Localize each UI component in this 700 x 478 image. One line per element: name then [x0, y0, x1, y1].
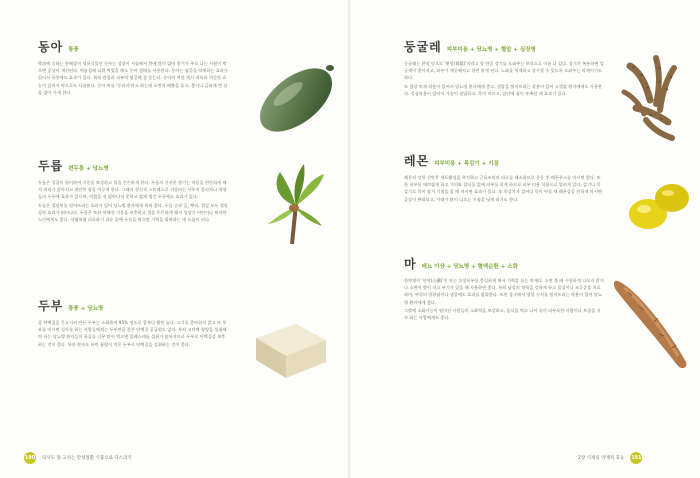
section-title: 동아: [38, 40, 64, 54]
paragraph: 두릅은 혈당치를 떨어뜨리는 효과가 있어 당뇨병 환자에게 특히 좋다. 두릅 순과 잎, 뿌리, 껍질 모두 혈당 강하 효과가 뛰어나다. 두릅은 또한 약해진 기운을 보충하고 혈을 튼튼하게 해서 성장기 어린이나 허약한 노인에게도 좋다. 낙엽처럼 피로하기 쉬운 몸에 두릅을 먹으면 기력을 회복하는 데 도움이 된다.: [38, 202, 228, 223]
section-lemon: [404, 152, 604, 204]
section-benefit: 피부미용 + 당뇨병 + 혈압 + 심장병: [446, 47, 536, 53]
section-title: 두부: [38, 299, 64, 313]
paragraph: 레몬의 강한 신맛은 세포활성을 촉진하고 근육조직의 피로를 해소하므로 운동 후 레몬주스를 마시면 좋다. 또한 피부를 매끄럽게 하고 기미와 잡티를 없애 피부를 희게 하므로 피부 미용 식품으로 알려져 있다. 감기나 목감기로 목이 잠겨 기침을 할 때 마시면 효과가 있다. 또 목감기가 일어나 목이 아플 때 레몬즙을 진하게 마시면 증상이 완화되고, 가래가 많이 나오는 기침을 낫게 하기도 한다.: [404, 175, 602, 202]
section-benefit: 통풍 + 당뇨병: [68, 306, 104, 312]
paragraph: 또 혈당 억제 작용이 있어서 당뇨병 환자에게 좋고, 혈압을 떨어뜨리는 작용이 있어 고혈압 환자에게도 사용한다. 강심작용이 있어서 가슴이 답답하고, 목이 마르고, 입안에 침이 부족할 때 효과가 있다.: [404, 83, 602, 96]
section-title: 두릅: [38, 159, 64, 173]
section-body: [404, 174, 604, 203]
paragraph: 그밖에 소화기능이 떨어진 사람들의 소화력을 보강하고, 음식을 먹고 나서 속이 더부룩한 사람이나 트림을 자주 하는 사람에게도 좋다.: [404, 307, 601, 321]
solomons-seal-root-image: [616, 48, 692, 144]
section-dureup: [38, 157, 228, 224]
paragraph: 박과에 속하는 한해살이 덩굴식물인 동아는 성장이 서늘해서 봄에 많이 얇아 좋기가 주로 나는 시원이 먹으면 증상이 개선된다. 여름철에 더위 먹었을 때도 동아 열매를 사용한다. 동아는 염증을 억제하는 효과가 있어서 통풍에도 효과가 있다. 특히 관절과 피부의 염증에 잘 듣는다. 동아의 씨앗 역시 과육과 비슷한 효능이 있어서 약으로도 사용된다. 동아 씨를 '동과자'라고 하는데 소변의 배출을 돕고, 붓기나 급하게 찐 살을 잡아 가게 한다.: [38, 61, 228, 95]
right-page: [350, 0, 700, 478]
section-title: 마: [404, 257, 417, 271]
section-benefit: 통풍: [68, 47, 79, 53]
aralia-shoot-image: [258, 160, 330, 246]
yam-image: [606, 270, 698, 376]
paragraph: 콩 단백질을 응고시켜 만든 두부는 소화율이 95% 정도로 콩보다 훨씬 높다. 고기를 좋아하지 않고 또 우유를 마시면 설사를 하는 사람들에게는 두부만큼 좋은 단백질 공급원도 없다. 특히 고단백 영양을 섭취해야 하는 당뇨병 환자들이 육류를 너무 많이 먹으면 콜레스테롤 섭취가 많아지므로 두부로 단백질을 보충하는 것이 좋다. 통풍 환자도 퓨린 함량이 적은 두부로 단백질을 섭취하는 것이 좋다.: [38, 320, 227, 347]
section-dongah: [38, 38, 228, 97]
section-ma: [404, 255, 604, 322]
section-title: 레몬: [404, 154, 430, 168]
section-body: [38, 60, 228, 96]
section-body: [404, 277, 604, 321]
section-dubu: [38, 297, 228, 349]
wax-gourd-image: [248, 56, 340, 140]
section-body: [38, 319, 228, 348]
right-footer: [578, 452, 642, 464]
page-number: 190: [24, 452, 36, 464]
section-benefit: 배뇨 이상 + 당뇨병 + 혈액순환 + 소화: [421, 264, 518, 270]
section-title: 둥굴레: [404, 40, 442, 54]
page-number: 191: [630, 452, 642, 464]
paragraph: 둥굴레는 한약 명으로 '황정(黃精)'이라고 할 만큼 정기를 도와주는 보약으로 이름 나 있다. 장기간 복용하면 얼굴색이 좋아지고, 피부가 깨끗해지고 한번 맞게 된다. 노화를 억제하고 장수할 수 있도록 도와주는 약재이기도 하다.: [404, 61, 604, 81]
paragraph: 두릅은 성질이 평이하여 기운을 보강하고 혈을 튼튼하게 한다. 두릅의 신선한 향기는 마음을 편안하게 해서 머리가 맑아지고 편안한 잠을 이루게 한다. 그래서 정신적 스트레스로 시달리는 사무직 종사자나 학생들의 두통에 효과가 있으며, 어렸을 적 앓아냐지 못하고 짧게 생긴 두통에도 효과가 있다.: [38, 180, 227, 200]
tofu-image: [248, 312, 332, 384]
section-body: [404, 60, 604, 97]
left-footer: [24, 452, 132, 464]
footer-text: 의사도 못 고치는 만성질환 식품으로 다스리기: [42, 456, 132, 461]
section-body: [38, 179, 228, 223]
section-dunggulle: [404, 38, 604, 98]
section-benefit: 피부미용 + 목감기 + 기침: [434, 161, 499, 167]
section-benefit: 편두통 + 당뇨병: [68, 166, 109, 172]
paragraph: 한약명이 '산약(山藥)'인 마는 오장육부를 충실하게 해서 기력을 돕는 약재다. 소변 볼 때 시원하게 나오지 않거나 소변이 방이 자고 부기가 있을 때 사용하면 좋다. 특히 남성의 정력을 강하게 하고 몸질이나 조루증을 치료하며, 여성의 방광염이나 냉증에도 효과를 발휘한다. 또한 몸속에서 혈당 수치를 떨어뜨리는 작용이 있어 당뇨병 환자에게 좋다.: [404, 278, 604, 305]
lemon-image: [626, 176, 692, 238]
footer-text: 2장 식재의 약재적 효능: [578, 456, 625, 461]
